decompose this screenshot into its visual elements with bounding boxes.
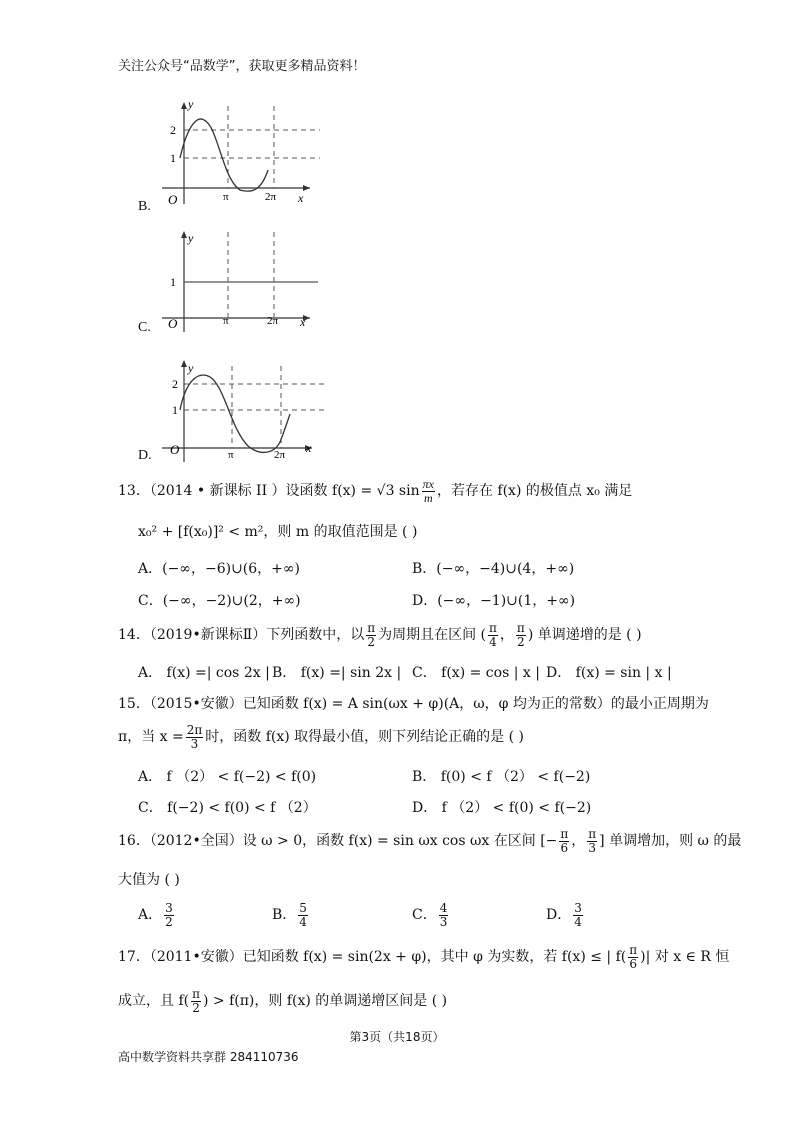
- sine-curve-d: [180, 375, 290, 452]
- x-axis-label: x: [298, 191, 304, 205]
- q16-option-a[interactable]: A． $\frac{3}{2}$: [138, 901, 173, 929]
- q13-option-c[interactable]: C．(−∞，−2)∪(2，+∞): [138, 593, 301, 609]
- q14-option-b[interactable]: B． f(x) =| sin 2x |: [272, 665, 402, 681]
- y-axis-label: y: [188, 361, 194, 375]
- tick-2: 2: [172, 377, 178, 391]
- origin-label: O: [168, 316, 178, 331]
- tick-pi: π: [223, 191, 229, 203]
- tick-1: 1: [170, 151, 176, 165]
- footer-group-note: 高中数学资料共享群 284110736: [118, 1050, 299, 1064]
- origin-label: O: [170, 442, 180, 457]
- q13-stem-part: 13．（2014 • 新课标 II ）设函数 f(x) = √3 sin: [118, 483, 420, 500]
- tick-1: 1: [170, 275, 176, 289]
- question-13-line2: x₀² + [f(x₀)]² < m²，则 m 的取值范围是 ( ): [138, 524, 418, 540]
- q15-option-d[interactable]: D． f （2） < f(0) < f(−2): [412, 800, 592, 816]
- question-15-line2: π，当 x = $\frac{2\pi}{3}$ 时，函数 f(x) 取得最小值，则下列结论正确的是 ( ): [118, 723, 524, 751]
- q14-option-a[interactable]: A． f(x) =| cos 2x |: [138, 665, 270, 681]
- q14-option-d[interactable]: D． f(x) = sin | x |: [546, 665, 672, 681]
- q15-option-a[interactable]: A． f （2） < f(−2) < f(0): [138, 769, 317, 785]
- tick-2pi: 2π: [274, 449, 286, 461]
- origin-label: O: [168, 192, 178, 207]
- option-label-c: C.: [138, 320, 151, 335]
- x-axis-label: x: [306, 441, 312, 455]
- q13-option-d[interactable]: D．(−∞，−1)∪(1，+∞): [412, 593, 576, 609]
- question-14-stem: 14．（2019•新课标Ⅱ）下列函数中，以 $\frac{\pi}{2}$ 为周期且在区间 ( $\frac{\pi}{4}$ ， $\frac{\pi}{2}$ ) 单调递增的是 ( ): [118, 621, 642, 649]
- question-15-line1: 15．（2015•安徽）已知函数 f(x) = A sin(ωx + φ)(A，ω，φ 均为正的常数）的最小正周期为: [118, 696, 709, 712]
- question-16-stem: 16．（2012•全国）设 ω > 0，函数 f(x) = sin ωx cos ωx 在区间 [− $\frac{\pi}{6}$ ， $\frac{\pi}{3}$ ] 单调增加，则 ω 的最: [118, 827, 742, 855]
- question-13-stem: [118, 478, 632, 504]
- graph-d: [150, 358, 330, 466]
- q13-stem-part: ，若存在 f(x) 的极值点 x₀ 满足: [436, 483, 633, 500]
- q13-fraction: $\frac{\pi x}{m}$: [422, 477, 434, 505]
- option-label-b: B.: [138, 199, 151, 214]
- question-17-stem: 17．（2011•安徽）已知函数 f(x) = sin(2x + φ)，其中 φ 为实数，若 f(x) ≤ | f( $\frac{\pi}{6}$ )| 对 x ∈ R 恒: [118, 943, 730, 971]
- q15-option-c[interactable]: C． f(−2) < f(0) < f （2）: [138, 800, 317, 816]
- tick-2pi: 2π: [265, 191, 277, 203]
- tick-2: 2: [170, 123, 176, 137]
- q16-option-b[interactable]: B． $\frac{5}{4}$: [272, 901, 307, 929]
- tick-pi: π: [228, 449, 234, 461]
- tick-2pi: 2π: [267, 315, 279, 327]
- q16-option-d[interactable]: D． $\frac{3}{4}$: [546, 901, 582, 929]
- question-17-line2: 成立，且 f( $\frac{\pi}{2}$ ) > f(π)，则 f(x) 的单调递增区间是 ( ): [118, 987, 448, 1015]
- tick-pi: π: [223, 315, 229, 327]
- x-axis-label: x: [300, 315, 306, 329]
- header-note: 关注公众号“品数学”，获取更多精品资料！: [118, 59, 366, 74]
- q13-option-a[interactable]: A．(−∞，−6)∪(6，+∞): [138, 561, 301, 577]
- q15-option-b[interactable]: B． f(0) < f （2） < f(−2): [412, 769, 591, 785]
- graph-b: [150, 98, 330, 210]
- q16-option-c[interactable]: C． $\frac{4}{3}$: [412, 901, 448, 929]
- graph-c: [150, 226, 330, 338]
- y-axis-label: y: [188, 231, 194, 245]
- option-label-d: D.: [138, 448, 152, 463]
- q14-option-c[interactable]: C． f(x) = cos | x |: [412, 665, 540, 681]
- page-number: 第3页（共18页）: [349, 1030, 445, 1044]
- question-16-line2: 大值为 ( ): [118, 872, 180, 888]
- q13-option-b[interactable]: B．(−∞，−4)∪(4，+∞): [412, 561, 575, 577]
- tick-1: 1: [172, 403, 178, 417]
- y-axis-label: y: [188, 98, 194, 111]
